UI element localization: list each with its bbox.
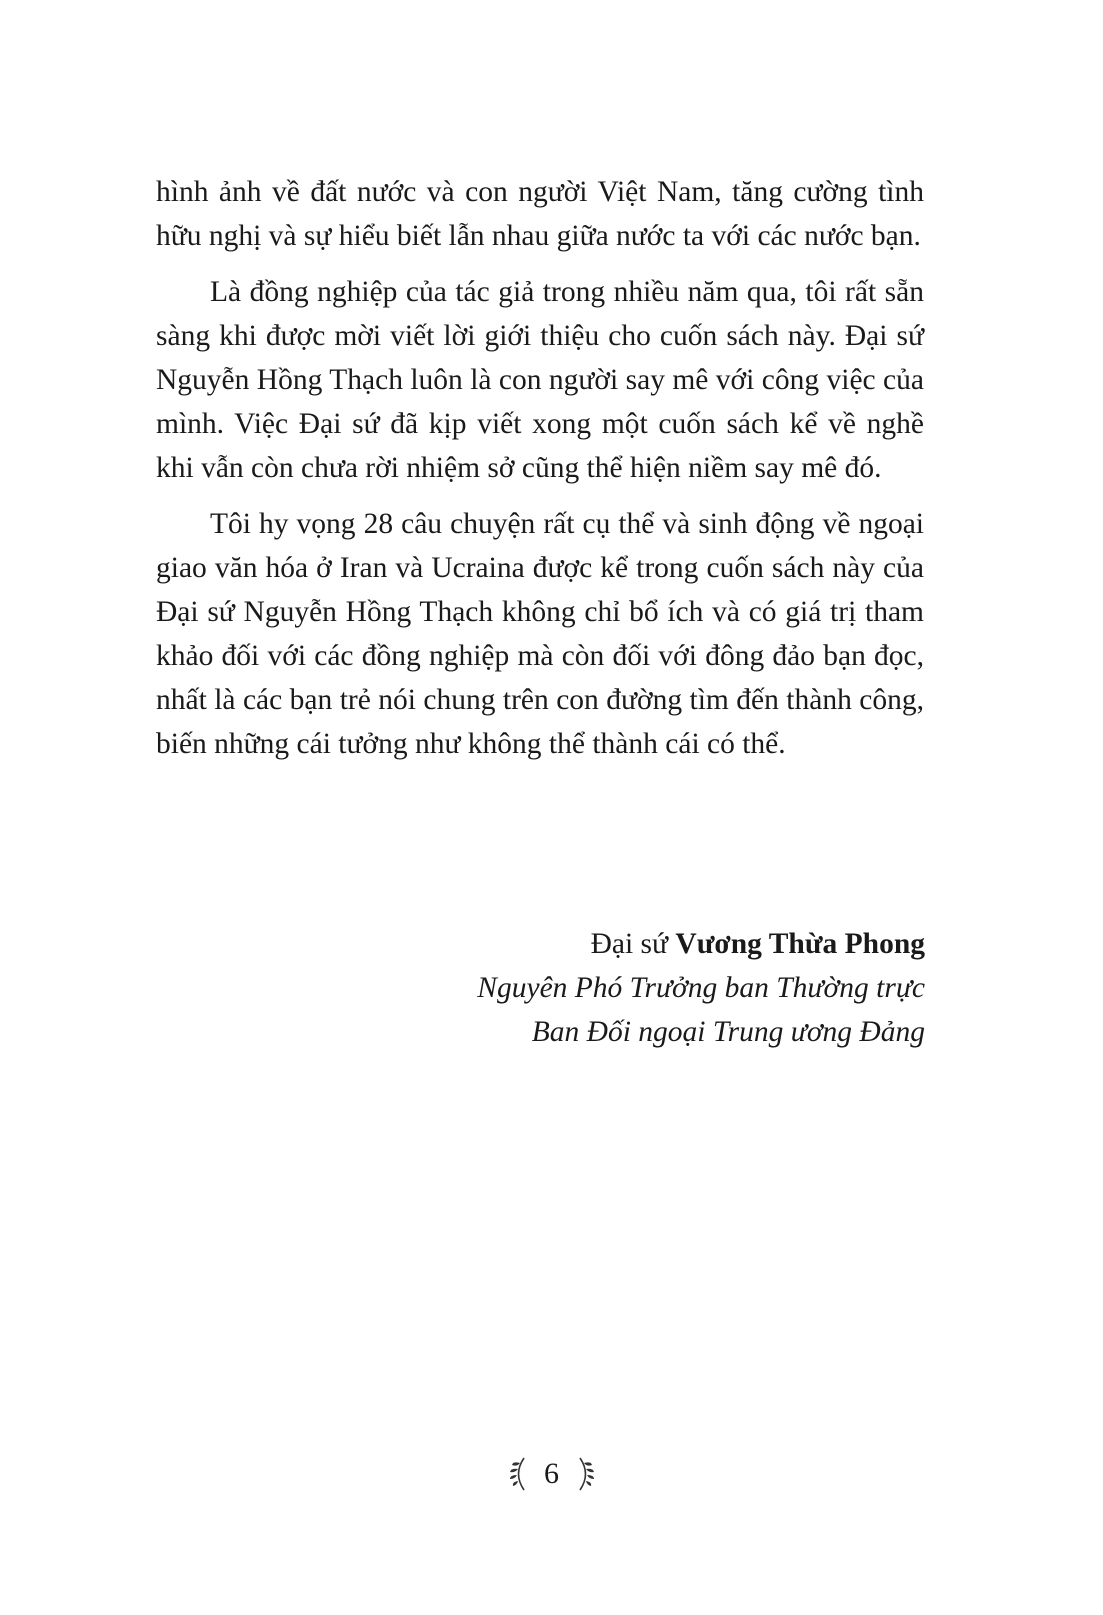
laurel-right-icon bbox=[575, 1456, 597, 1492]
body-text bbox=[156, 170, 924, 778]
page-number: 6 bbox=[544, 1457, 559, 1491]
laurel-left-icon bbox=[507, 1456, 529, 1492]
signature-name: Vương Thừa Phong bbox=[675, 928, 925, 960]
signature-title: Đại sứ bbox=[590, 928, 676, 960]
paragraph-1: hình ảnh về đất nước và con người Việt Nam, tăng cường tình hữu nghị và sự hiểu biết lẫn nhau giữa nước ta với các nước bạn. bbox=[156, 176, 924, 252]
signature-role-2: Ban Đối ngoại Trung ương Đảng bbox=[531, 1016, 925, 1048]
signature-name-line bbox=[477, 922, 925, 966]
page-footer bbox=[0, 1452, 1103, 1494]
signature-block bbox=[477, 922, 925, 1054]
signature-role-1: Nguyên Phó Trưởng ban Thường trực bbox=[477, 972, 925, 1004]
paragraph-3: Tôi hy vọng 28 câu chuyện rất cụ thể và sinh động về ngoại giao văn hóa ở Iran và Ucraina được kể trong cuốn sách này của Đại sứ Nguyễn Hồng Thạch không chỉ bổ ích và có giá trị tham khảo đối với các đồng nghiệp mà còn đối với đông đảo bạn đọc, nhất là các bạn trẻ nói chung trên con đường tìm đến thành công, biến những cái tưởng như không thể thành cái có thể. bbox=[156, 508, 924, 760]
paragraph-2: Là đồng nghiệp của tác giả trong nhiều năm qua, tôi rất sẵn sàng khi được mời viết lời giới thiệu cho cuốn sách này. Đại sứ Nguyễn Hồng Thạch luôn là con người say mê với công việc của mình. Việc Đại sứ đã kịp viết xong một cuốn sách kể về nghề khi vẫn còn chưa rời nhiệm sở cũng thể hiện niềm say mê đó. bbox=[156, 276, 924, 484]
